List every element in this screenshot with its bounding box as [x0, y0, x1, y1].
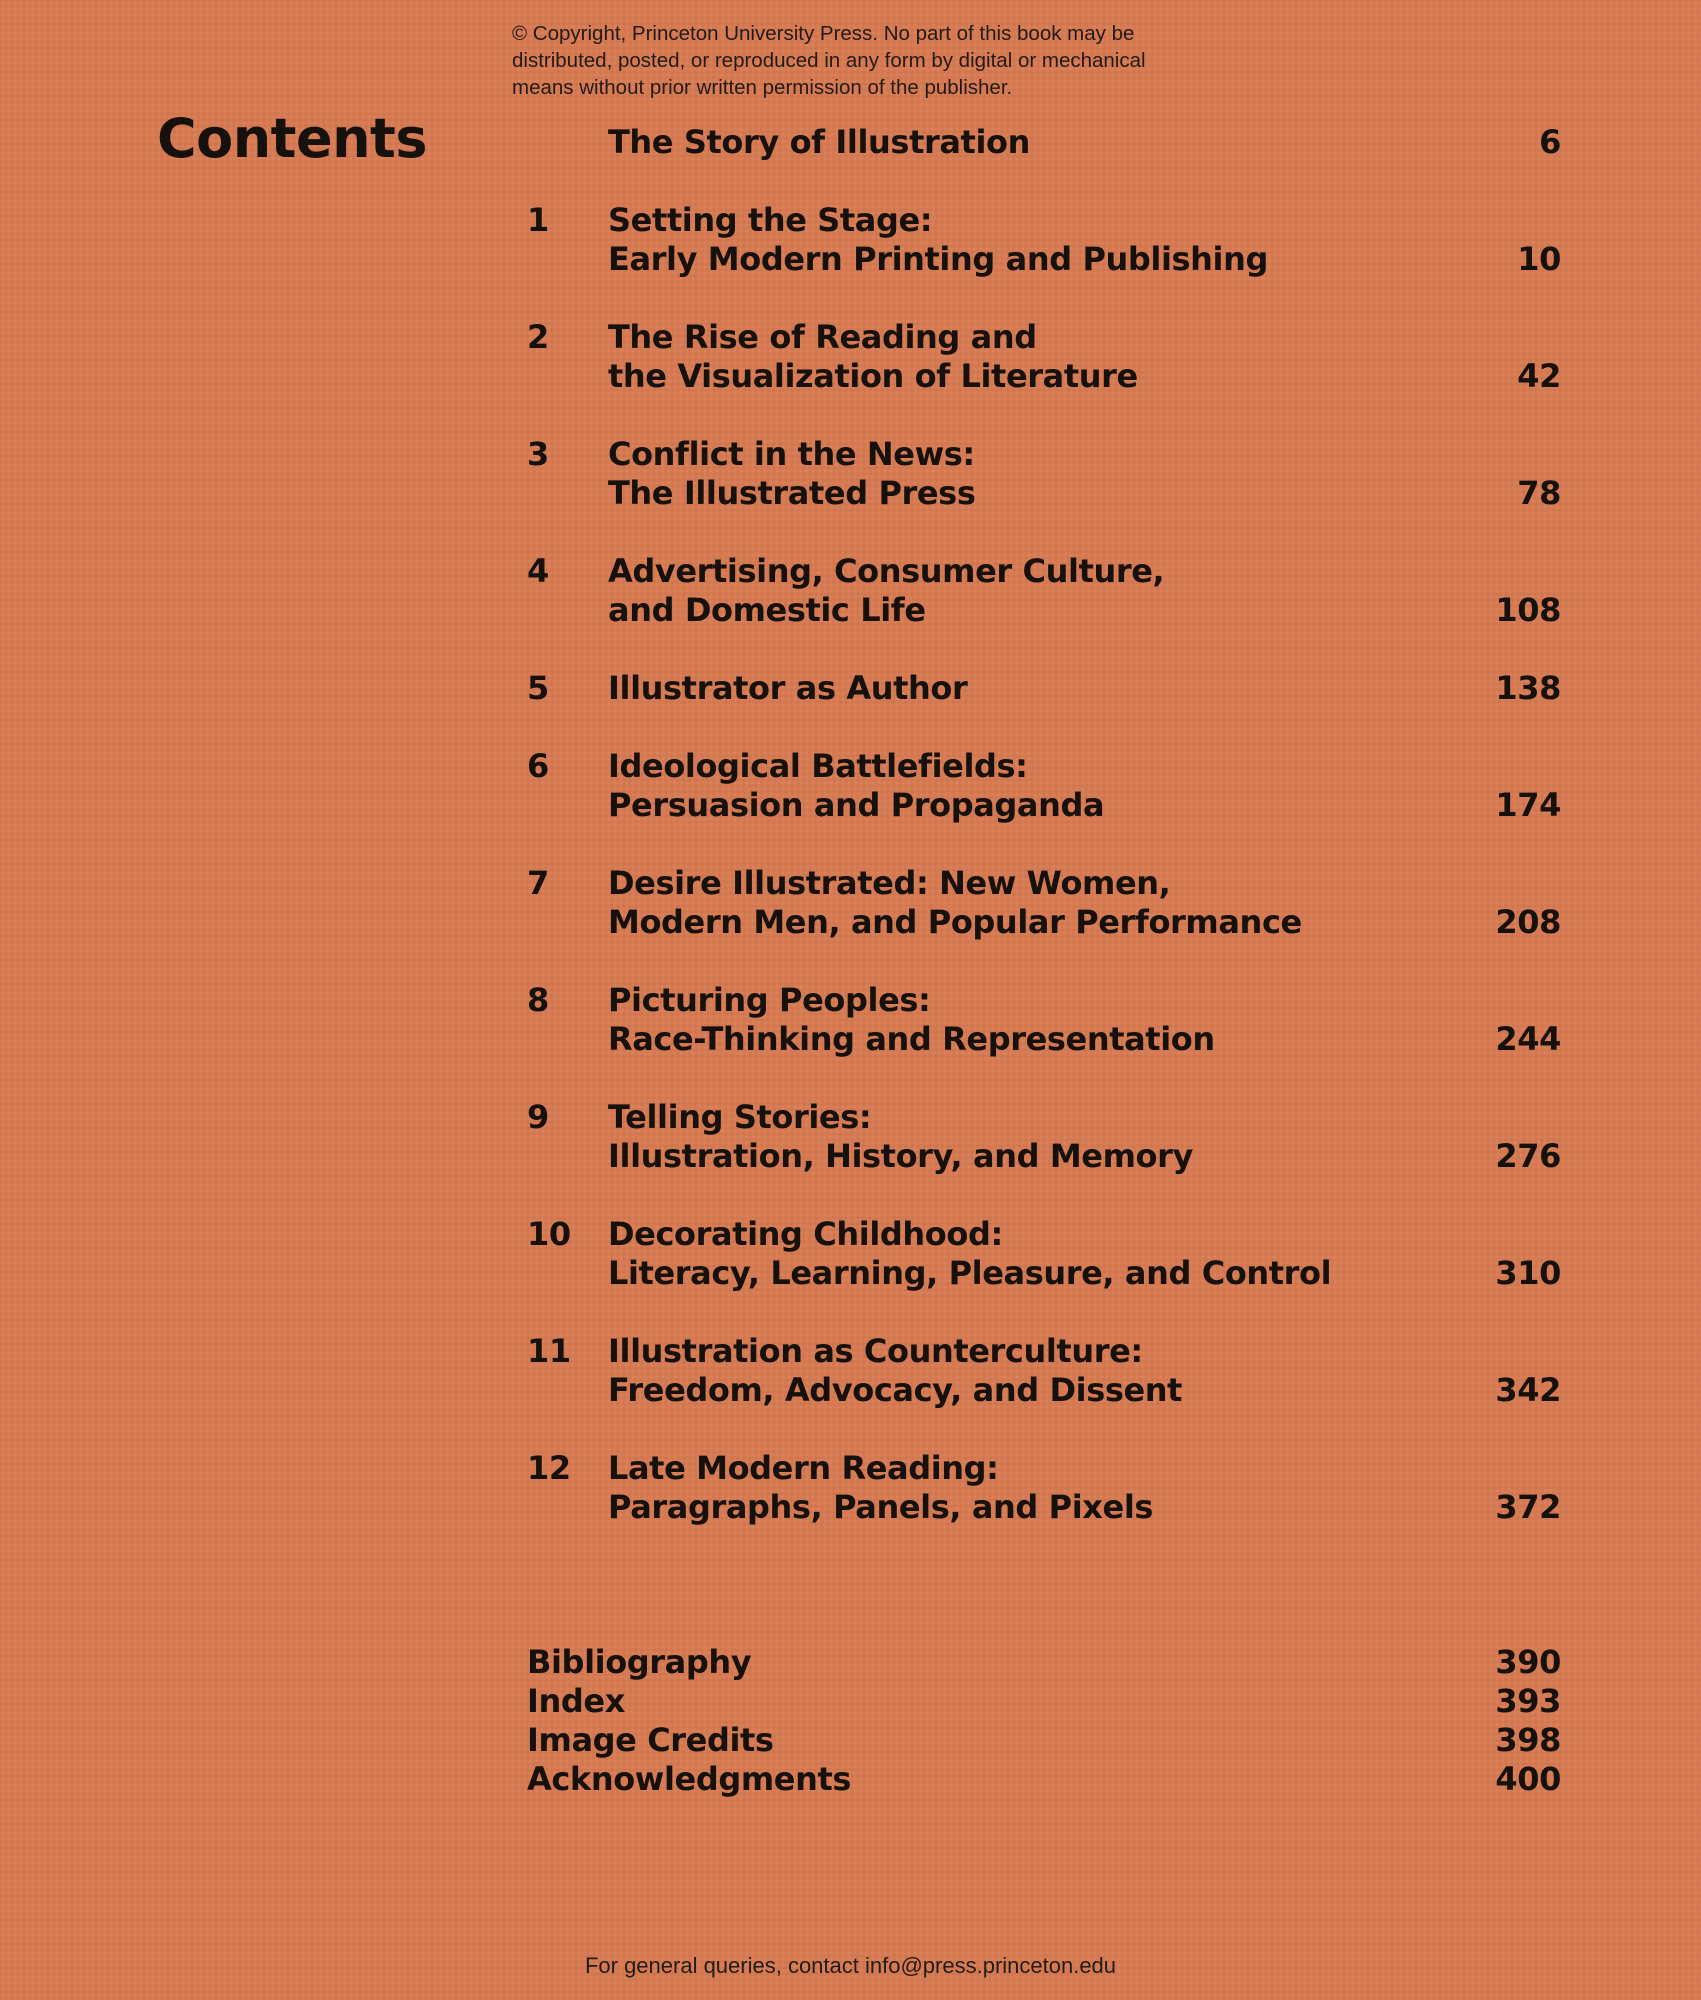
toc-entry-title: Illustration as Counterculture: Freedom, Advocacy, and Dissent — [608, 1332, 1183, 1409]
toc-entry-page: 310 — [1495, 1254, 1561, 1292]
back-matter-page: 393 — [1495, 1682, 1561, 1720]
toc-entry-number: 10 — [527, 1215, 571, 1253]
toc-entry-intro[interactable] — [527, 123, 1561, 162]
toc-entry-chapter-6[interactable] — [527, 747, 1561, 825]
toc-entry-number: 6 — [527, 747, 549, 785]
toc-entry-title: The Story of Illustration — [608, 123, 1030, 161]
toc-entry-page: 42 — [1517, 357, 1561, 395]
toc-entry-number: 11 — [527, 1332, 571, 1370]
toc-entry-title: Conflict in the News: The Illustrated Press — [608, 435, 976, 512]
toc-entry-number: 7 — [527, 864, 549, 902]
back-matter-title: Image Credits — [527, 1721, 774, 1759]
toc-entry-title: Setting the Stage: Early Modern Printing and Publishing — [608, 201, 1269, 278]
toc-entry-chapter-5[interactable] — [527, 669, 1561, 708]
toc-entry-page: 342 — [1495, 1371, 1561, 1409]
toc-entry-page: 244 — [1495, 1020, 1561, 1058]
toc-entry-page: 372 — [1495, 1488, 1561, 1526]
contact-footer: For general queries, contact info@press.princeton.edu — [584, 1953, 1117, 1978]
back-matter-item-acknowledgments[interactable] — [527, 1760, 1561, 1799]
toc-entry-number: 9 — [527, 1098, 549, 1136]
toc-entry-chapter-9[interactable] — [527, 1098, 1561, 1176]
toc-entry-number: 12 — [527, 1449, 571, 1487]
toc-entry-number: 1 — [527, 201, 549, 239]
back-matter-page: 400 — [1495, 1760, 1561, 1798]
back-matter-list — [527, 1643, 1561, 1799]
toc-entry-title: The Rise of Reading and the Visualization of Literature — [608, 318, 1138, 395]
toc-entry-title: Illustrator as Author — [608, 669, 968, 707]
toc-entry-chapter-3[interactable] — [527, 435, 1561, 513]
toc-entry-chapter-12[interactable] — [527, 1449, 1561, 1527]
toc-entry-chapter-11[interactable] — [527, 1332, 1561, 1410]
toc-entry-title: Desire Illustrated: New Women, Modern Men, and Popular Performance — [608, 864, 1302, 941]
back-matter-item-index[interactable] — [527, 1682, 1561, 1721]
back-matter-page: 398 — [1495, 1721, 1561, 1759]
toc-entry-title: Advertising, Consumer Culture, and Domestic Life — [608, 552, 1165, 629]
toc-entry-page: 78 — [1517, 474, 1561, 512]
toc-entry-number: 4 — [527, 552, 549, 590]
copyright-notice: © Copyright, Princeton University Press. No part of this book may be distributed, posted, or reproduced in any form by digital or mechanical means without prior written permission of the publisher. — [512, 22, 1146, 99]
toc-entry-page: 174 — [1495, 786, 1561, 824]
back-matter-title: Acknowledgments — [527, 1760, 852, 1798]
toc-entry-page: 138 — [1495, 669, 1561, 707]
toc-entry-number: 5 — [527, 669, 549, 707]
toc-entry-page: 276 — [1495, 1137, 1561, 1175]
page-title: Contents — [157, 107, 428, 170]
toc-entry-number: 2 — [527, 318, 549, 356]
toc-entry-page: 208 — [1495, 903, 1561, 941]
back-matter-item-image-credits[interactable] — [527, 1721, 1561, 1760]
toc-entry-chapter-2[interactable] — [527, 318, 1561, 396]
toc-entry-chapter-8[interactable] — [527, 981, 1561, 1059]
toc-entry-page: 10 — [1517, 240, 1561, 278]
toc-entry-page: 108 — [1495, 591, 1561, 629]
toc-entry-page: 6 — [1539, 123, 1561, 161]
toc-entry-title: Decorating Childhood: Literacy, Learning, Pleasure, and Control — [608, 1215, 1332, 1292]
toc-entry-chapter-1[interactable] — [527, 201, 1561, 279]
toc-entry-number: 8 — [527, 981, 549, 1019]
toc-entry-chapter-4[interactable] — [527, 552, 1561, 630]
toc-entry-title: Ideological Battlefields: Persuasion and Propaganda — [608, 747, 1105, 824]
back-matter-item-bibliography[interactable] — [527, 1643, 1561, 1682]
toc-entry-title: Picturing Peoples: Race-Thinking and Representation — [608, 981, 1215, 1058]
toc-entry-title: Telling Stories: Illustration, History, and Memory — [608, 1098, 1193, 1175]
toc-entry-chapter-7[interactable] — [527, 864, 1561, 942]
back-matter-title: Bibliography — [527, 1643, 752, 1681]
toc-entry-chapter-10[interactable] — [527, 1215, 1561, 1293]
toc-entry-number: 3 — [527, 435, 549, 473]
back-matter-title: Index — [527, 1682, 625, 1720]
back-matter-page: 390 — [1495, 1643, 1561, 1681]
toc-entry-title: Late Modern Reading: Paragraphs, Panels, and Pixels — [608, 1449, 1154, 1526]
